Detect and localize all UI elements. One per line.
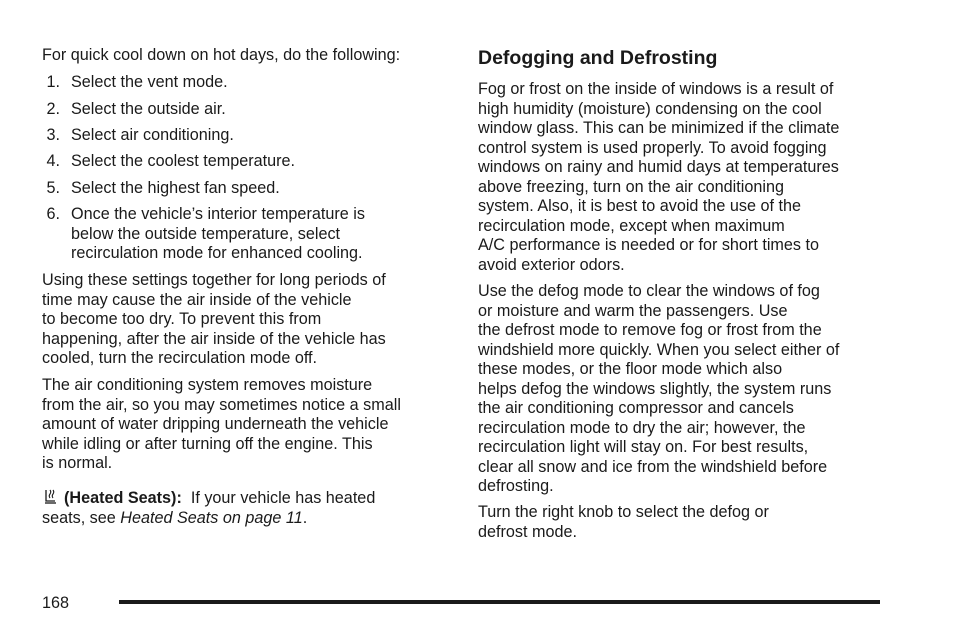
text-line: is normal. <box>42 454 113 472</box>
step-number: 1. <box>46 73 60 91</box>
text-line: the defrost mode to remove fog or frost from the <box>478 321 822 339</box>
section-heading: Defogging and Defrosting <box>478 47 718 69</box>
page-number: 168 <box>42 594 70 612</box>
step-number: 6. <box>46 205 60 223</box>
text-line: while idling or after turning off the engine. This <box>42 434 373 453</box>
text-line: happening, after the air inside of the vehicle has <box>42 329 386 348</box>
intro-text: For quick cool down on hot days, do the following: <box>42 46 401 64</box>
step-text: recirculation mode for enhanced cooling. <box>71 244 363 262</box>
text-line: from the air, so you may sometimes notice a small <box>42 395 401 414</box>
text-line: Use the defog mode to clear the windows of fog <box>478 282 820 300</box>
text-line: cooled, turn the recirculation mode off. <box>42 349 318 367</box>
step-text: Select air conditioning. <box>71 126 234 144</box>
text-line: clear all snow and ice from the windshield before <box>478 457 828 476</box>
step-number: 5. <box>46 178 60 197</box>
text-line: The air conditioning system removes moisture <box>42 376 373 394</box>
text-line: helps defog the windows slightly, the system runs <box>478 379 832 398</box>
text-line: defrost mode. <box>478 522 577 541</box>
footer-rule <box>119 600 880 604</box>
step-text: Select the highest fan speed. <box>71 178 280 197</box>
text-line: system. Also, it is best to avoid the use of the <box>478 197 802 215</box>
step-text: Once the vehicle’s interior temperature is <box>71 205 365 223</box>
text-line: . <box>302 509 308 527</box>
step-text: Select the outside air. <box>71 99 226 118</box>
text-line: control system is used properly. To avoid fogging <box>478 138 827 157</box>
text-line: above freezing, turn on the air conditioning <box>478 177 784 196</box>
step-text: below the outside temperature, select <box>71 224 341 243</box>
step-number: 3. <box>46 126 60 144</box>
text-line: defrosting. <box>478 477 554 495</box>
text-line: avoid exterior odors. <box>478 255 625 274</box>
text-line: Fog or frost on the inside of windows is a result of <box>478 80 834 98</box>
text-line: seats, see <box>42 509 121 527</box>
text-line: windshield more quickly. When you select either of <box>478 340 840 359</box>
text-line: amount of water dripping underneath the vehicle <box>42 415 389 433</box>
step-text: Select the vent mode. <box>71 73 228 91</box>
step-text: Select the coolest temperature. <box>71 152 296 170</box>
step-number: 4. <box>46 152 60 170</box>
text-line: to become too dry. To prevent this from <box>42 310 322 328</box>
page-reference-link[interactable]: Heated Seats on page 11 <box>120 509 303 527</box>
text-line: recirculation mode, except when maximum <box>478 216 785 235</box>
text-line: high humidity (moisture) condensing on the cool <box>478 99 822 118</box>
text-line: If your vehicle has heated <box>190 489 376 507</box>
heated-seats-label: (Heated Seats): <box>64 489 182 507</box>
text-line: A/C performance is needed or for short times to <box>478 236 819 254</box>
text-line: time may cause the air inside of the vehicle <box>42 290 352 309</box>
step-number: 2. <box>46 99 60 118</box>
text-line: the air conditioning compressor and cancels <box>478 399 794 417</box>
text-line: recirculation light will stay on. For best results, <box>478 438 809 456</box>
text-line: window glass. This can be minimized if the climate <box>478 119 840 137</box>
text-line: or moisture and warm the passengers. Use <box>478 301 788 320</box>
text-line: Using these settings together for long periods of <box>42 271 386 289</box>
heated-seat-icon <box>42 488 58 506</box>
text-line: these modes, or the floor mode which also <box>478 360 783 378</box>
text-line: recirculation mode to dry the air; however, the <box>478 418 806 437</box>
text-line: windows on rainy and humid days at temperatures <box>478 158 839 176</box>
text-line: Turn the right knob to select the defog or <box>478 503 769 521</box>
